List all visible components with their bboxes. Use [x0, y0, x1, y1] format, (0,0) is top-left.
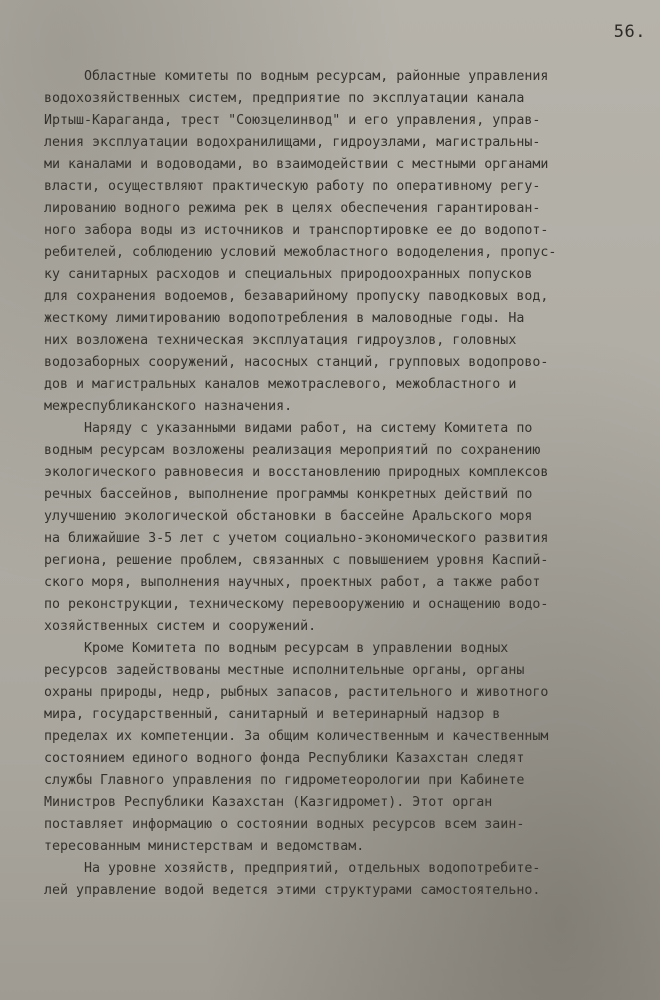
text-line: экологического равновесия и восстановлению природных комплексов: [44, 465, 549, 480]
text-line: на ближайшие 3-5 лет с учетом социально-экономического развития: [44, 531, 549, 546]
page-number: 56.: [613, 22, 646, 42]
text-line: Кроме Комитета по водным ресурсам в управлении водных: [44, 641, 509, 656]
text-line: ресурсов задействованы местные исполнительные органы, органы: [44, 663, 525, 678]
text-line: ного забора воды из источников и транспортировке ее до водопот-: [44, 223, 549, 238]
text-line: Иртыш-Караганда, трест "Союзцелинвод" и его управления, управ-: [44, 113, 541, 128]
text-line: власти, осуществляют практическую работу по оперативному регу-: [44, 179, 541, 194]
text-line: пределах их компетенции. За общим количественным и качественным: [44, 729, 549, 744]
text-line: Министров Республики Казахстан (Казгидромет). Этот орган: [44, 795, 493, 810]
text-line: улучшению экологической обстановки в бассейне Аральского моря: [44, 509, 533, 524]
text-line: региона, решение проблем, связанных с повышением уровня Каспий-: [44, 553, 549, 568]
text-line: ми каналами и водоводами, во взаимодействии с местными органами: [44, 157, 549, 172]
text-line: лированию водного режима рек в целях обеспечения гарантирован-: [44, 201, 541, 216]
text-line: службы Главного управления по гидрометеорологии при Кабинете: [44, 773, 525, 788]
text-line: охраны природы, недр, рыбных запасов, растительного и животного: [44, 685, 549, 700]
text-line: ления эксплуатации водохранилищами, гидроузлами, магистральны-: [44, 135, 541, 150]
text-line: водохозяйственных систем, предприятие по эксплуатации канала: [44, 91, 525, 106]
text-line: поставляет информацию о состоянии водных ресурсов всем заин-: [44, 817, 525, 832]
text-line: ского моря, выполнения научных, проектных работ, а также работ: [44, 575, 541, 590]
paragraph: [44, 418, 644, 638]
text-line: Наряду с указанными видами работ, на систему Комитета по: [44, 421, 533, 436]
text-line: дов и магистральных каналов межотраслевого, межобластного и: [44, 377, 517, 392]
text-line: для сохранения водоемов, безаварийному пропуску паводковых вод,: [44, 289, 549, 304]
paragraph: [44, 858, 644, 902]
text-line: тересованным министерствам и ведомствам.: [44, 839, 365, 854]
text-line: межреспубликанского назначения.: [44, 399, 293, 414]
text-line: мира, государственный, санитарный и ветеринарный надзор в: [44, 707, 501, 722]
text-line: ку санитарных расходов и специальных природоохранных попусков: [44, 267, 533, 282]
text-line: лей управление водой ведется этими структурами самостоятельно.: [44, 883, 541, 898]
text-line: по реконструкции, техническому перевооружению и оснащению водо-: [44, 597, 549, 612]
text-line: речных бассейнов, выполнение программы конкретных действий по: [44, 487, 533, 502]
text-line: Областные комитеты по водным ресурсам, районные управления: [44, 69, 549, 84]
text-line: водным ресурсам возложены реализация мероприятий по сохранению: [44, 443, 541, 458]
text-line: ребителей, соблюдению условий межобластного вододеления, пропус-: [44, 245, 557, 260]
text-line: жесткому лимитированию водопотребления в маловодные годы. На: [44, 311, 525, 326]
document-body: [44, 66, 644, 902]
paragraph: [44, 66, 644, 418]
text-line: них возложена техническая эксплуатация гидроузлов, головных: [44, 333, 517, 348]
text-line: состоянием единого водного фонда Республики Казахстан следят: [44, 751, 525, 766]
text-line: На уровне хозяйств, предприятий, отдельных водопотребите-: [44, 861, 541, 876]
text-line: хозяйственных систем и сооружений.: [44, 619, 317, 634]
text-line: водозаборных сооружений, насосных станций, групповых водопрово-: [44, 355, 549, 370]
paragraph: [44, 638, 644, 858]
